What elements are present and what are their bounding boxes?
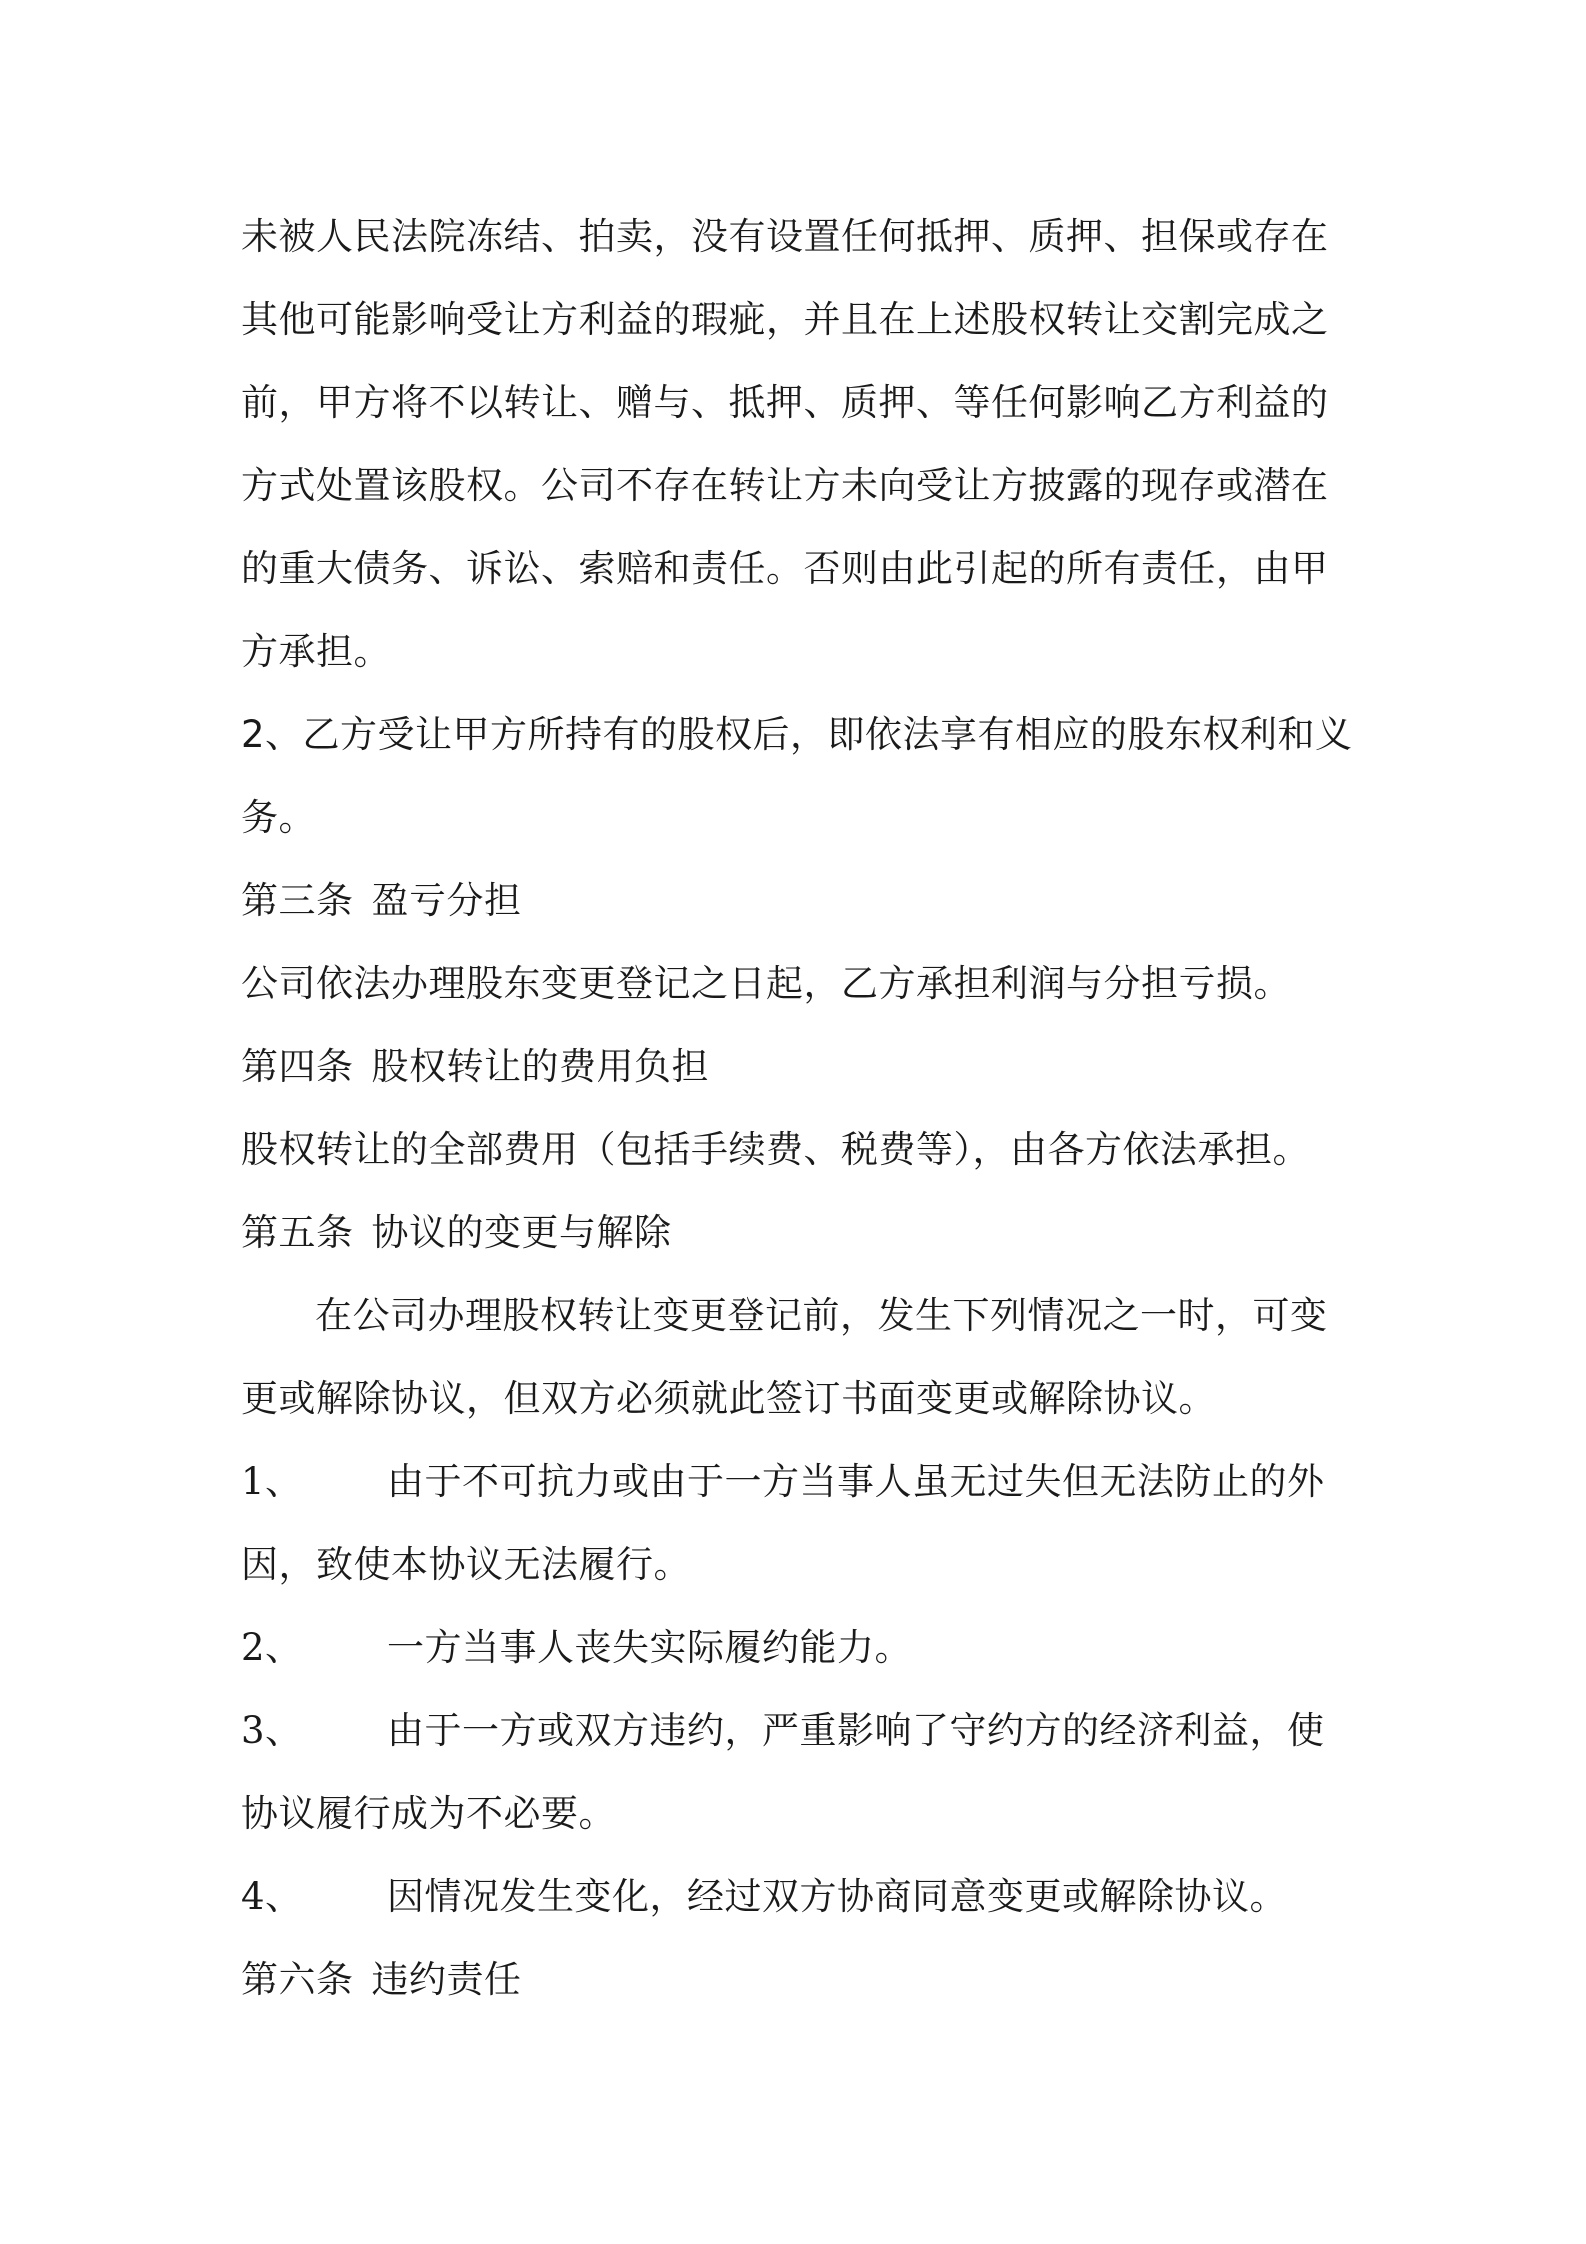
article-title: 协议的变更与解除 <box>371 1211 672 1254</box>
article-number: 第四条 <box>241 1045 354 1088</box>
paragraph-line: 方承担。 <box>241 630 391 673</box>
list-item-number: 1、 <box>241 1460 303 1503</box>
paragraph-line: 务。 <box>241 796 316 839</box>
list-item <box>241 1606 1371 1689</box>
article-title: 违约责任 <box>371 1958 522 2001</box>
list-item-number: 4、 <box>241 1875 303 1918</box>
article-3-heading <box>241 859 1371 942</box>
paragraph-line: 未被人民法院冻结、拍卖，没有设置任何抵押、质押、担保或存在 <box>241 215 1329 258</box>
list-item <box>241 1689 1371 1772</box>
document-body <box>241 195 1371 2021</box>
paragraph-line: 前，甲方将不以转让、赠与、抵押、质押、等任何影响乙方利益的 <box>241 381 1329 424</box>
article-5-heading <box>241 1191 1371 1274</box>
list-item <box>241 1855 1371 1938</box>
article-title: 股权转让的费用负担 <box>371 1045 709 1088</box>
article-number: 第三条 <box>241 879 354 922</box>
article-number: 第六条 <box>241 1958 354 2001</box>
article-4-heading <box>241 1025 1371 1108</box>
list-item-text: 因情况发生变化，经过双方协商同意变更或解除协议。 <box>387 1875 1287 1918</box>
list-item-text: 一方当事人丧失实际履约能力。 <box>387 1626 912 1669</box>
list-item-number: 2、 <box>241 1626 303 1669</box>
paragraph-line: 2、乙方受让甲方所持有的股权后，即依法享有相应的股东权利和义 <box>241 713 1353 756</box>
article-4-body: 股权转让的全部费用（包括手续费、税费等），由各方依法承担。 <box>241 1128 1310 1171</box>
article-title: 盈亏分担 <box>371 879 522 922</box>
article-number: 第五条 <box>241 1211 354 1254</box>
paragraph-line: 方式处置该股权。公司不存在转让方未向受让方披露的现存或潜在 <box>241 464 1329 507</box>
article-6-heading <box>241 1938 1371 2021</box>
paragraph-line: 的重大债务、诉讼、索赔和责任。否则由此引起的所有责任，由甲 <box>241 547 1329 590</box>
list-item <box>241 1440 1371 1523</box>
article-3-body: 公司依法办理股东变更登记之日起，乙方承担利润与分担亏损。 <box>241 962 1291 1005</box>
article-5-intro-line: 在公司办理股权转让变更登记前，发生下列情况之一时，可变 <box>315 1294 1328 1337</box>
list-item-text: 由于一方或双方违约，严重影响了守约方的经济利益，使 <box>387 1709 1325 1752</box>
list-item-number: 3、 <box>241 1709 303 1752</box>
list-item-continuation: 因，致使本协议无法履行。 <box>241 1543 691 1586</box>
list-item-continuation: 协议履行成为不必要。 <box>241 1792 616 1835</box>
article-5-intro-line: 更或解除协议，但双方必须就此签订书面变更或解除协议。 <box>241 1377 1216 1420</box>
paragraph-line: 其他可能影响受让方利益的瑕疵，并且在上述股权转让交割完成之 <box>241 298 1329 341</box>
list-item-text: 由于不可抗力或由于一方当事人虽无过失但无法防止的外 <box>387 1460 1325 1503</box>
